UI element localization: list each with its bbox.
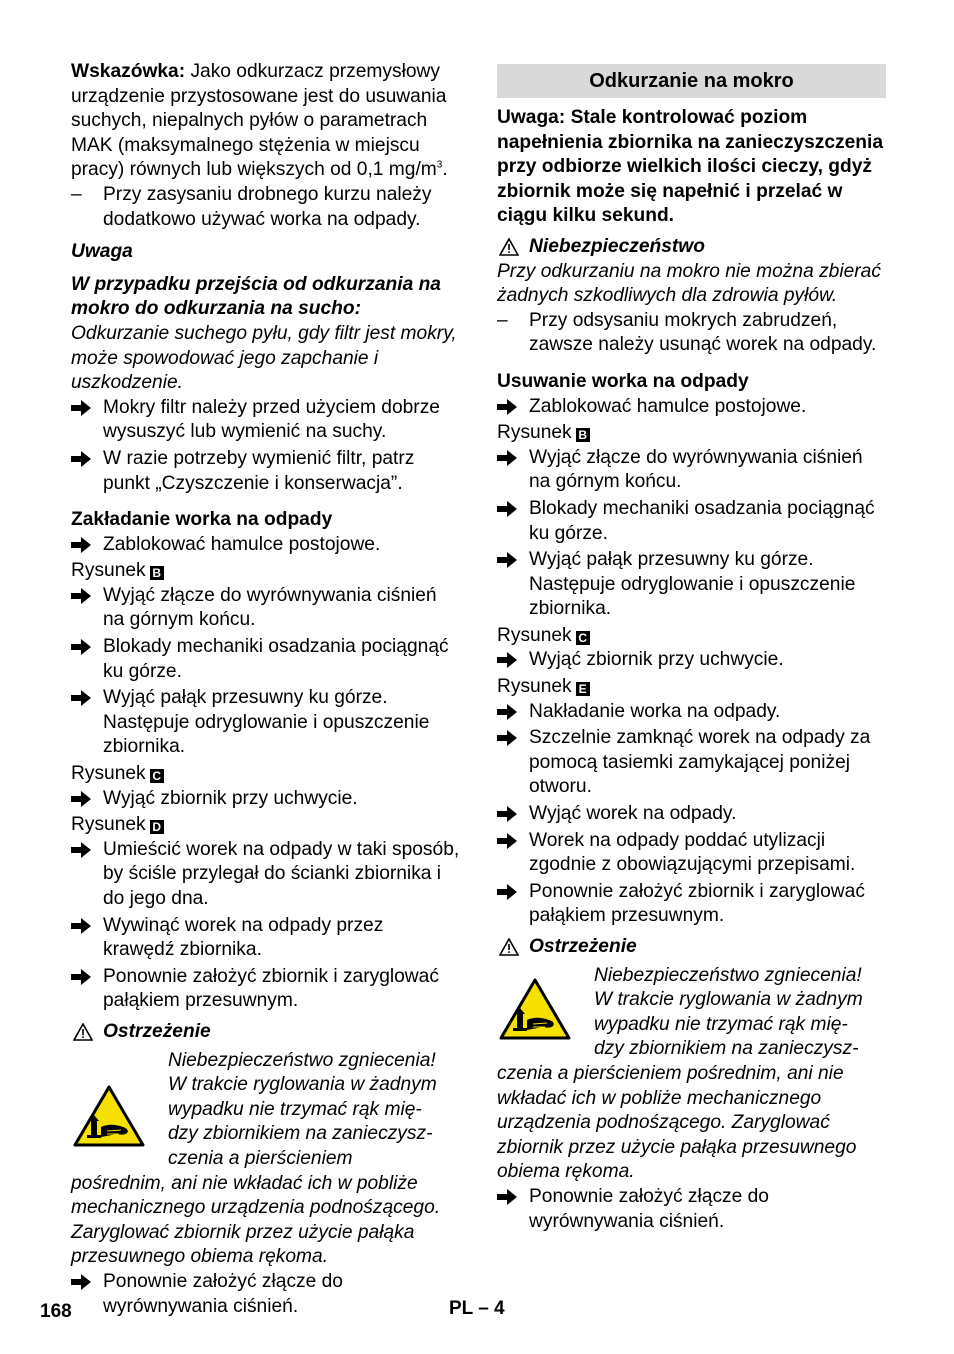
- figure-letter-badge: C: [576, 631, 590, 645]
- list-item-text: Zablokować hamulce postojowe.: [529, 395, 807, 417]
- list-item: [71, 914, 460, 963]
- list-item: [497, 548, 886, 622]
- list-item: [497, 446, 886, 495]
- list-item-text: Wyjąć złącze do wyrównywania ciśnień na górnym końcu.: [103, 584, 437, 631]
- dash-item-text: Przy zasysaniu drobnego kurzu należy dodatkowo używać worka na odpady.: [103, 183, 432, 230]
- section-heading: Zakładanie worka na odpady: [71, 509, 333, 531]
- list-item: [71, 447, 460, 496]
- page-number: 168: [40, 1301, 72, 1322]
- list-item-text: Wywinąć worek na odpady przez krawędź zbiornika.: [103, 914, 384, 961]
- list-item: [71, 584, 460, 633]
- arrow-right-icon: [497, 501, 517, 517]
- arrow-right-icon: [497, 652, 517, 668]
- hand-crush-hazard-icon: [73, 1085, 145, 1147]
- hint-end: .: [442, 159, 448, 181]
- figure-ref: [71, 813, 460, 838]
- list-item: [497, 700, 886, 725]
- warning-text-rest: pośrednim, ani nie wkładać ich w pobliże mechanicznego urządzenia podnośzącego. Zaryglować zbiornik przez użycie pałąka przesuwnego obiema rękoma.: [71, 1172, 441, 1268]
- list-item: [71, 838, 460, 912]
- arrow-right-icon: [497, 399, 517, 415]
- figure-ref: [71, 762, 460, 787]
- warning-triangle-icon: [499, 938, 519, 956]
- arrow-right-icon: [497, 806, 517, 822]
- arrow-right-icon: [497, 450, 517, 466]
- arrow-right-icon: [71, 969, 91, 985]
- warning-block: [497, 964, 886, 1185]
- dash-icon: –: [71, 183, 82, 205]
- list-item-text: Wyjąć pałąk przesuwny ku górze. Następuje odryglowanie i opuszczenie zbiornika.: [103, 687, 430, 758]
- warning-label: Ostrzeżenie: [529, 936, 637, 957]
- figure-ref: [71, 559, 460, 584]
- note-text: Odkurzanie suchego pyłu, gdy filtr jest mokry, może spowodować jego zapchanie i uszkodzenie.: [71, 322, 457, 394]
- list-item: [71, 635, 460, 684]
- arrow-right-icon: [497, 704, 517, 720]
- hint-text: Jako odkurzacz przemysłowy urządzenie przystosowane jest do usuwania suchych, niepalnych pyłów o parametrach MAK (maksymalnego stężenia w miejscu pracy) równych lub większych od 0,1 mg/m: [71, 61, 447, 181]
- figure-word: Rysunek: [497, 676, 572, 698]
- warning-text-line: dzy zbiornikiem na zanieczysz-: [594, 1038, 859, 1060]
- list-item-text: Ponownie założyć zbiornik i zaryglować pałąkiem przesuwnym.: [529, 880, 865, 927]
- warning-text-line: W trakcie ryglowania w żadnym: [168, 1074, 437, 1096]
- section-title-bar: Odkurzanie na mokro: [497, 64, 886, 98]
- list-item: [71, 1270, 460, 1319]
- warning-text-line: Niebezpieczeństwo zgniecenia!: [594, 964, 862, 986]
- list-item-text: Wyjąć zbiornik przy uchwycie.: [529, 649, 784, 671]
- list-item-text: Szczelnie zamknąć worek na odpady za pomocą tasiemki zamykającej poniżej otworu.: [529, 727, 871, 798]
- figure-word: Rysunek: [497, 624, 572, 646]
- list-item-text: Umieścić worek na odpady w taki sposób, by ściśle przylegał do ścianki zbiornika i do jego dna.: [103, 838, 460, 909]
- list-item-text: W razie potrzeby wymienić filtr, patrz punkt „Czyszczenie i konserwacja”.: [103, 447, 415, 494]
- arrow-right-icon: [497, 1189, 517, 1205]
- right-column: [497, 64, 886, 1236]
- danger-heading: [497, 235, 886, 260]
- list-item: [71, 396, 460, 445]
- warning-heading: [497, 935, 886, 960]
- warning-heading: [71, 1020, 460, 1045]
- warning-text-line: dzy zbiornikiem na zanieczysz-: [168, 1123, 433, 1145]
- hand-crush-hazard-icon: [499, 978, 571, 1040]
- list-item: [497, 497, 886, 546]
- hint-label: Wskazówka:: [71, 61, 186, 82]
- warning-block: [71, 1049, 460, 1270]
- warning-text-wrap: [594, 964, 886, 1062]
- arrow-right-icon: [71, 639, 91, 655]
- arrow-right-icon: [71, 451, 91, 467]
- list-item: [71, 686, 460, 760]
- figure-ref: [497, 624, 886, 649]
- figure-letter-badge: B: [576, 428, 590, 442]
- list-item-text: Wyjąć złącze do wyrównywania ciśnień na górnym końcu.: [529, 446, 863, 493]
- language-page-label: PL – 4: [449, 1298, 505, 1319]
- figure-word: Rysunek: [71, 560, 146, 582]
- note-bold: W przypadku przejścia od odkurzania na mokro do odkurzania na sucho:: [71, 273, 441, 320]
- figure-letter-badge: B: [150, 566, 164, 580]
- list-item-text: Mokry filtr należy przed użyciem dobrze wysuszyć lub wymienić na suchy.: [103, 396, 440, 443]
- list-item-text: Worek na odpady poddać utylizacji zgodnie z obowiązującymi przepisami.: [529, 829, 856, 876]
- list-item-text: Ponownie założyć złącze do wyrównywania ciśnień.: [103, 1270, 343, 1317]
- list-item: [497, 726, 886, 800]
- list-item: [71, 533, 460, 558]
- warning-text-line: W trakcie ryglowania w żadnym: [594, 989, 863, 1011]
- warning-text-line: czenia a pierścieniem: [168, 1147, 353, 1169]
- warning-triangle-icon: [73, 1023, 93, 1041]
- figure-letter-badge: D: [150, 820, 164, 834]
- dash-item: [497, 309, 886, 358]
- list-item: [497, 880, 886, 929]
- list-item: [71, 787, 460, 812]
- list-item-text: Wyjąć zbiornik przy uchwycie.: [103, 787, 358, 809]
- list-item-text: Blokady mechaniki osadzania pociągnąć ku górze.: [103, 636, 449, 682]
- warning-text-wrap: [168, 1049, 460, 1172]
- list-item-text: Wyjąć worek na odpady.: [529, 803, 737, 825]
- danger-label: Niebezpieczeństwo: [529, 235, 705, 257]
- list-item: [497, 1185, 886, 1234]
- dash-item-text: Przy odsysaniu mokrych zabrudzeń, zawsze należy usunąć worek na odpady.: [529, 309, 877, 356]
- caution-paragraph: Uwaga: Stale kontrolować poziom napełnienia zbiornika na zanieczyszczenia przy odbiorze wielkich ilości cieczy, gdyż zbiornik może się napełnić i przelać w ciągu kilku sekund.: [497, 107, 884, 227]
- list-item-text: Wyjąć pałąk przesuwny ku górze. Następuje odryglowanie i opuszczenie zbiornika.: [529, 549, 856, 620]
- arrow-right-icon: [71, 690, 91, 706]
- figure-word: Rysunek: [71, 763, 146, 785]
- hint-superscript: 3: [436, 159, 443, 171]
- arrow-right-icon: [71, 918, 91, 934]
- arrow-right-icon: [71, 400, 91, 416]
- warning-text-line: wypadku nie trzymać rąk mię-: [168, 1098, 422, 1120]
- arrow-right-icon: [497, 552, 517, 568]
- list-item-text: Ponownie założyć złącze do wyrównywania ciśnień.: [529, 1185, 769, 1232]
- list-item: [497, 648, 886, 673]
- arrow-right-icon: [71, 1274, 91, 1290]
- hint-paragraph: [71, 60, 460, 183]
- list-item: [497, 829, 886, 878]
- figure-ref: [497, 675, 886, 700]
- arrow-right-icon: [71, 842, 91, 858]
- list-item: [71, 965, 460, 1014]
- figure-word: Rysunek: [497, 422, 572, 444]
- warning-triangle-icon: [499, 238, 519, 256]
- arrow-right-icon: [71, 537, 91, 553]
- note-label: Uwaga: [71, 241, 133, 263]
- arrow-right-icon: [71, 588, 91, 604]
- warning-text-rest: czenia a pierścieniem pośrednim, ani nie wkładać ich w pobliże mechanicznego urządzenia podnośzącego. Zaryglować zbiornik przez użycie pałąka przesuwnego obiema rękoma.: [497, 1062, 857, 1183]
- figure-letter-badge: C: [150, 769, 164, 783]
- warning-text-line: Niebezpieczeństwo zgniecenia!: [168, 1049, 436, 1071]
- warning-text-line: wypadku nie trzymać rąk mię-: [594, 1013, 848, 1035]
- arrow-right-icon: [71, 791, 91, 807]
- left-column: [71, 60, 460, 1321]
- figure-ref: [497, 421, 886, 446]
- arrow-right-icon: [497, 884, 517, 900]
- figure-word: Rysunek: [71, 814, 146, 836]
- warning-label: Ostrzeżenie: [103, 1020, 211, 1042]
- list-item: [497, 395, 886, 420]
- list-item: [497, 802, 886, 827]
- arrow-right-icon: [497, 833, 517, 849]
- list-item-text: Ponownie założyć zbiornik i zaryglować pałąkiem przesuwnym.: [103, 965, 439, 1012]
- list-item-text: Zablokować hamulce postojowe.: [103, 533, 381, 555]
- dash-icon: –: [497, 309, 508, 331]
- section-heading: Usuwanie worka na odpady: [497, 370, 749, 392]
- danger-text: Przy odkurzaniu na mokro nie można zbierać żadnych szkodliwych dla zdrowia pyłów.: [497, 260, 881, 307]
- figure-letter-badge: E: [576, 682, 590, 696]
- list-item-text: Nakładanie worka na odpady.: [529, 700, 781, 722]
- arrow-right-icon: [497, 730, 517, 746]
- list-item-text: Blokady mechaniki osadzania pociągnąć ku górze.: [529, 497, 875, 544]
- dash-item: [71, 183, 460, 232]
